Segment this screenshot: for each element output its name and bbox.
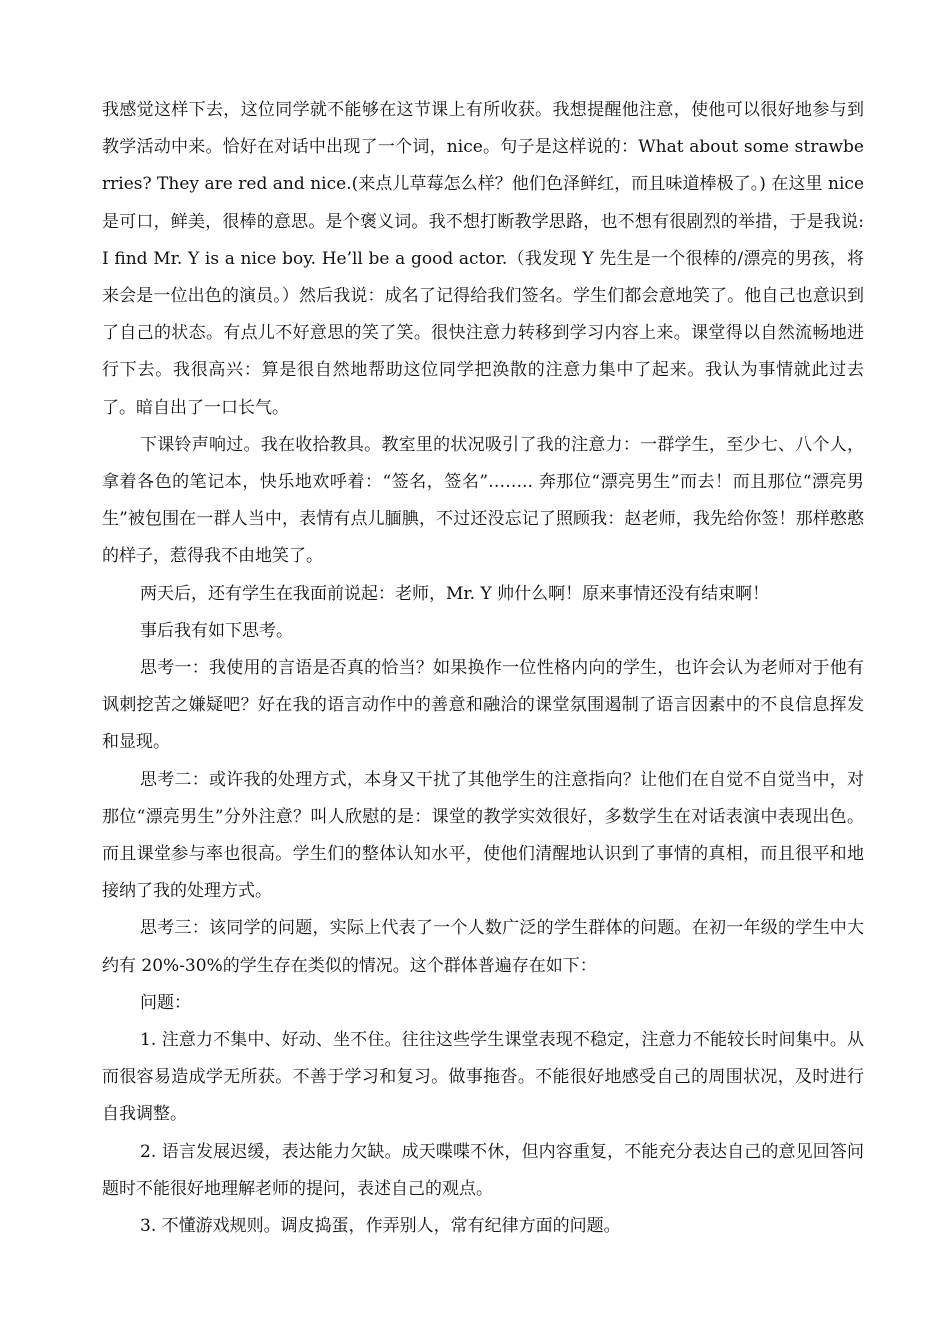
paragraph-two-days-later: 两天后，还有学生在我面前说起：老师，Mr. Y 帅什么啊！原来事情还没有结束啊！ (140, 583, 770, 604)
paragraph-problems-heading: 问题： (140, 992, 191, 1013)
list-item-problem-2: 2. 语言发展迟缓，表达能力欠缺。成天喋喋不休，但内容重复，不能充分表达自己的意见回答问题时不能很好地理解老师的提问，表述自己的观点。 (102, 1141, 864, 1199)
list-item-problem-3: 3. 不懂游戏规则。调皮捣蛋，作弄别人，常有纪律方面的问题。 (140, 1216, 621, 1237)
paragraph-reflection-three: 思考三：该同学的问题，实际上代表了一个人数广泛的学生群体的问题。在初一年级的学生中大约有 20%-30%的学生存在类似的情况。这个群体普遍存在如下： (102, 918, 864, 976)
paragraph-reflection-intro: 事后我有如下思考。 (140, 620, 293, 641)
paragraph-bell-rings: 下课铃声响过。我在收拾教具。教室里的状况吸引了我的注意力：一群学生，至少七、八个人，拿着各色的笔记本，快乐地欢呼着：“签名，签名”…….. 奔那位“漂亮男生”而去！而且那位“漂亮男生”被包围在一群人当中，表情有点儿腼腆，不过还没忘记了照顾我：赵老师，我先给你签！那样憨憨的样子，惹得我不由地笑了。 (102, 434, 864, 567)
body-text (102, 92, 864, 1245)
list-item-problem-1: 1. 注意力不集中、好动、坐不住。往往这些学生课堂表现不稳定，注意力不能较长时间集中。从而很容易造成学无所获。不善于学习和复习。做事拖沓。不能很好地感受自己的周围状况，及时进行自我调整。 (102, 1030, 864, 1125)
paragraph-reflection-two: 思考二：或许我的处理方式，本身又干扰了其他学生的注意指向？让他们在自觉不自觉当中，对那位“漂亮男生”分外注意？叫人欣慰的是：课堂的教学实效很好，多数学生在对话表演中表现出色。而且课堂参与率也很高。学生们的整体认知水平，使他们清醒地认识到了事情的真相，而且很平和地接纳了我的处理方式。 (102, 769, 864, 902)
paragraph-continuation: 我感觉这样下去，这位同学就不能够在这节课上有所收获。我想提醒他注意，使他可以很好地参与到教学活动中来。恰好在对话中出现了一个词，nice。句子是这样说的：What about some strawberries? They are red and nice.(来点儿草莓怎么样？他们色泽鲜红，而且味道棒极了。) 在这里 nice 是可口，鲜美，很棒的意思。是个褒义词。我不想打断教学思路，也不想有很剧烈的举措，于是我说: I find Mr. Y is a nice boy. He’ll be a good actor.（我发现 Y 先生是一个很棒的/漂亮的男孩，将来会是一位出色的演员。）然后我说：成名了记得给我们签名。学生们都会意地笑了。他自己也意识到了自己的状态。有点儿不好意思的笑了笑。很快注意力转移到学习内容上来。课堂得以自然流畅地进行下去。我很高兴：算是很自然地帮助这位同学把涣散的注意力集中了起来。我认为事情就此过去了。暗自出了一口长气。 (102, 100, 864, 418)
paragraph-reflection-one: 思考一：我使用的言语是否真的恰当？如果换作一位性格内向的学生，也许会认为老师对于他有讽刺挖苦之嫌疑吧？好在我的语言动作中的善意和融洽的课堂氛围遏制了语言因素中的不良信息挥发和显现。 (102, 658, 864, 753)
